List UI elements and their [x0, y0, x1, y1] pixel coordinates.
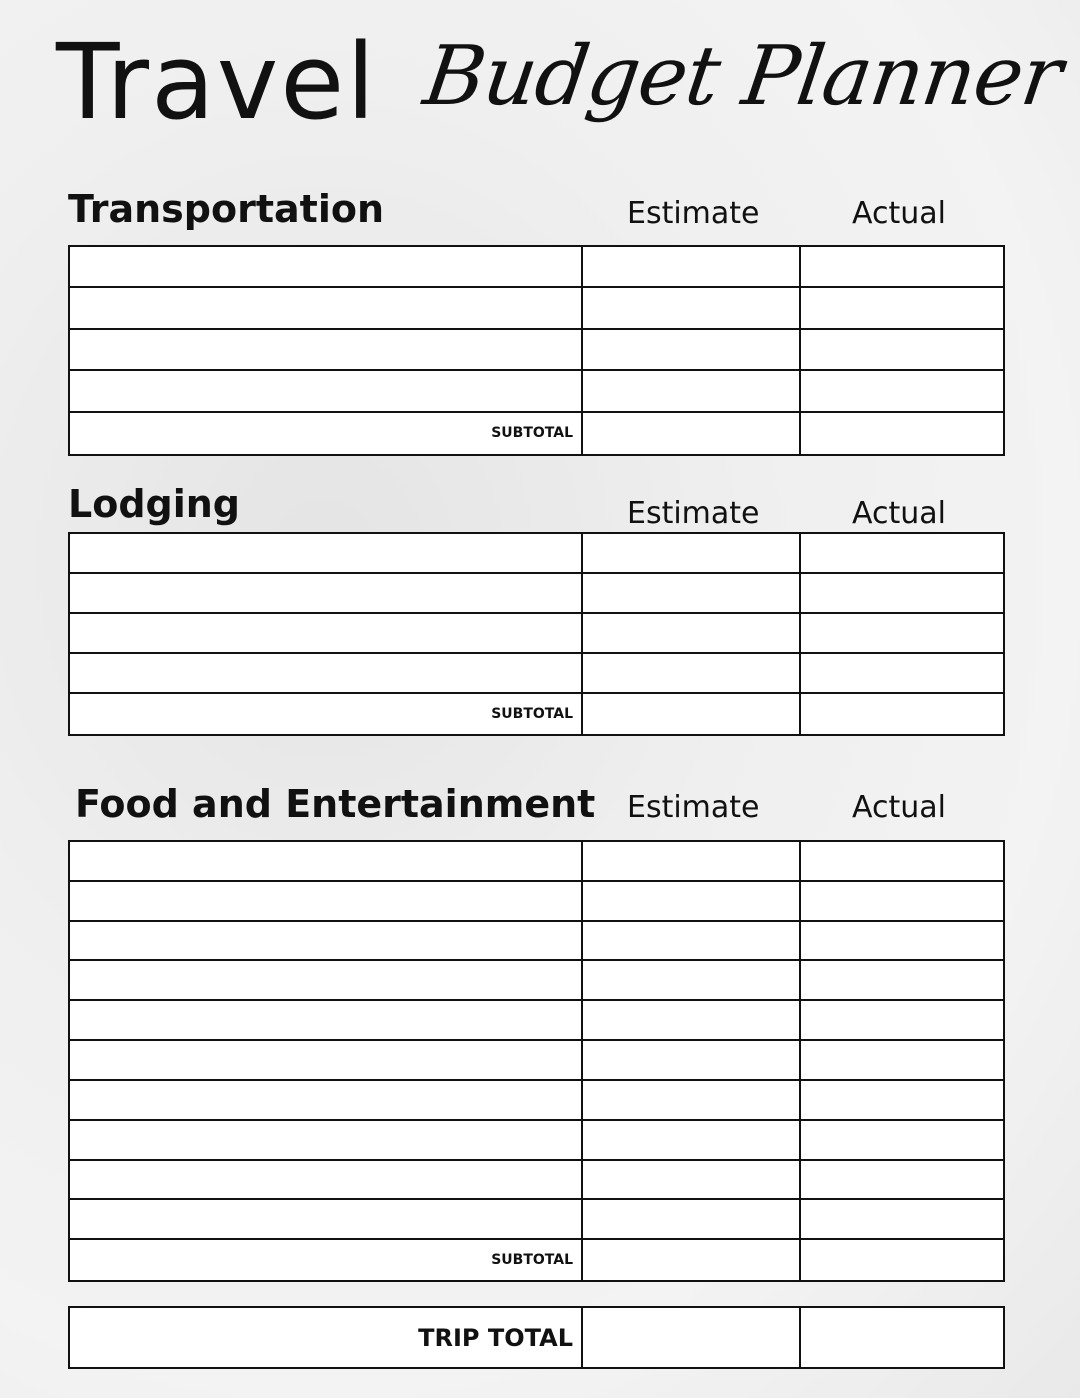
actual-cell[interactable] — [801, 574, 1003, 612]
actual-cell[interactable] — [801, 330, 1003, 369]
table-row — [70, 922, 1003, 962]
table-row — [70, 1081, 1003, 1121]
trip-total-table — [68, 1306, 1005, 1369]
actual-cell[interactable] — [801, 371, 1003, 410]
estimate-cell[interactable] — [583, 371, 801, 410]
trip-total-actual-cell[interactable] — [801, 1308, 1003, 1367]
estimate-cell[interactable] — [583, 330, 801, 369]
estimate-header: Estimate — [627, 496, 760, 531]
actual-cell[interactable] — [801, 1001, 1003, 1039]
subtotal-row — [70, 413, 1003, 454]
table-row — [70, 1041, 1003, 1081]
estimate-cell[interactable] — [583, 288, 801, 327]
item-cell[interactable] — [70, 1041, 583, 1079]
section-title-transportation: Transportation — [68, 187, 385, 231]
estimate-cell[interactable] — [583, 534, 801, 572]
subtotal-estimate-cell[interactable] — [583, 694, 801, 734]
item-cell[interactable] — [70, 1081, 583, 1119]
subtotal-label-cell — [70, 694, 583, 734]
section-title-lodging: Lodging — [68, 482, 241, 526]
table-row — [70, 614, 1003, 654]
subtotal-label-cell — [70, 1240, 583, 1280]
trip-total-label: TRIP TOTAL — [418, 1323, 573, 1352]
item-cell[interactable] — [70, 1121, 583, 1159]
estimate-cell[interactable] — [583, 1161, 801, 1199]
estimate-header: Estimate — [627, 790, 760, 825]
actual-cell[interactable] — [801, 882, 1003, 920]
table-row — [70, 882, 1003, 922]
actual-cell[interactable] — [801, 961, 1003, 999]
actual-cell[interactable] — [801, 288, 1003, 327]
actual-cell[interactable] — [801, 1121, 1003, 1159]
table-row — [70, 961, 1003, 1001]
trip-total-estimate-cell[interactable] — [583, 1308, 801, 1367]
actual-cell[interactable] — [801, 922, 1003, 960]
item-cell[interactable] — [70, 1200, 583, 1238]
estimate-cell[interactable] — [583, 1041, 801, 1079]
item-cell[interactable] — [70, 330, 583, 369]
subtotal-actual-cell[interactable] — [801, 694, 1003, 734]
item-cell[interactable] — [70, 1001, 583, 1039]
actual-cell[interactable] — [801, 842, 1003, 880]
actual-cell[interactable] — [801, 614, 1003, 652]
table-row — [70, 842, 1003, 882]
actual-header: Actual — [852, 196, 946, 231]
item-cell[interactable] — [70, 654, 583, 692]
section-title-food-entertainment: Food and Entertainment — [75, 782, 596, 826]
estimate-cell[interactable] — [583, 1121, 801, 1159]
table-row — [70, 288, 1003, 329]
page-title-script: Budget Planner — [418, 29, 1067, 124]
actual-header: Actual — [852, 496, 946, 531]
item-cell[interactable] — [70, 614, 583, 652]
actual-cell[interactable] — [801, 1081, 1003, 1119]
estimate-cell[interactable] — [583, 882, 801, 920]
trip-total-label-cell — [70, 1308, 583, 1367]
estimate-header: Estimate — [627, 196, 760, 231]
table-row — [70, 574, 1003, 614]
estimate-cell[interactable] — [583, 1081, 801, 1119]
item-cell[interactable] — [70, 961, 583, 999]
transportation-table — [68, 245, 1005, 456]
actual-cell[interactable] — [801, 1041, 1003, 1079]
page-title-travel: Travel — [56, 21, 378, 143]
table-row — [70, 1200, 1003, 1240]
item-cell[interactable] — [70, 247, 583, 286]
actual-cell[interactable] — [801, 534, 1003, 572]
estimate-cell[interactable] — [583, 654, 801, 692]
table-row — [70, 247, 1003, 288]
table-row — [70, 654, 1003, 694]
actual-cell[interactable] — [801, 247, 1003, 286]
trip-total-row — [70, 1308, 1003, 1367]
table-row — [70, 1001, 1003, 1041]
item-cell[interactable] — [70, 1161, 583, 1199]
subtotal-estimate-cell[interactable] — [583, 413, 801, 454]
estimate-cell[interactable] — [583, 1001, 801, 1039]
actual-cell[interactable] — [801, 654, 1003, 692]
table-row — [70, 371, 1003, 412]
actual-cell[interactable] — [801, 1200, 1003, 1238]
estimate-cell[interactable] — [583, 961, 801, 999]
item-cell[interactable] — [70, 882, 583, 920]
table-row — [70, 534, 1003, 574]
estimate-cell[interactable] — [583, 614, 801, 652]
subtotal-row — [70, 1240, 1003, 1280]
item-cell[interactable] — [70, 371, 583, 410]
item-cell[interactable] — [70, 288, 583, 327]
subtotal-label-cell — [70, 413, 583, 454]
subtotal-label: SUBTOTAL — [491, 706, 573, 722]
estimate-cell[interactable] — [583, 842, 801, 880]
table-row — [70, 1121, 1003, 1161]
subtotal-label: SUBTOTAL — [491, 1252, 573, 1269]
subtotal-row — [70, 694, 1003, 734]
item-cell[interactable] — [70, 534, 583, 572]
food-entertainment-table — [68, 840, 1005, 1282]
item-cell[interactable] — [70, 922, 583, 960]
table-row — [70, 1161, 1003, 1201]
subtotal-actual-cell[interactable] — [801, 1240, 1003, 1280]
item-cell[interactable] — [70, 842, 583, 880]
subtotal-actual-cell[interactable] — [801, 413, 1003, 454]
lodging-table — [68, 532, 1005, 736]
item-cell[interactable] — [70, 574, 583, 612]
estimate-cell[interactable] — [583, 922, 801, 960]
actual-header: Actual — [852, 790, 946, 825]
table-row — [70, 330, 1003, 371]
subtotal-estimate-cell[interactable] — [583, 1240, 801, 1280]
subtotal-label: SUBTOTAL — [491, 425, 573, 442]
estimate-cell[interactable] — [583, 1200, 801, 1238]
estimate-cell[interactable] — [583, 247, 801, 286]
estimate-cell[interactable] — [583, 574, 801, 612]
actual-cell[interactable] — [801, 1161, 1003, 1199]
